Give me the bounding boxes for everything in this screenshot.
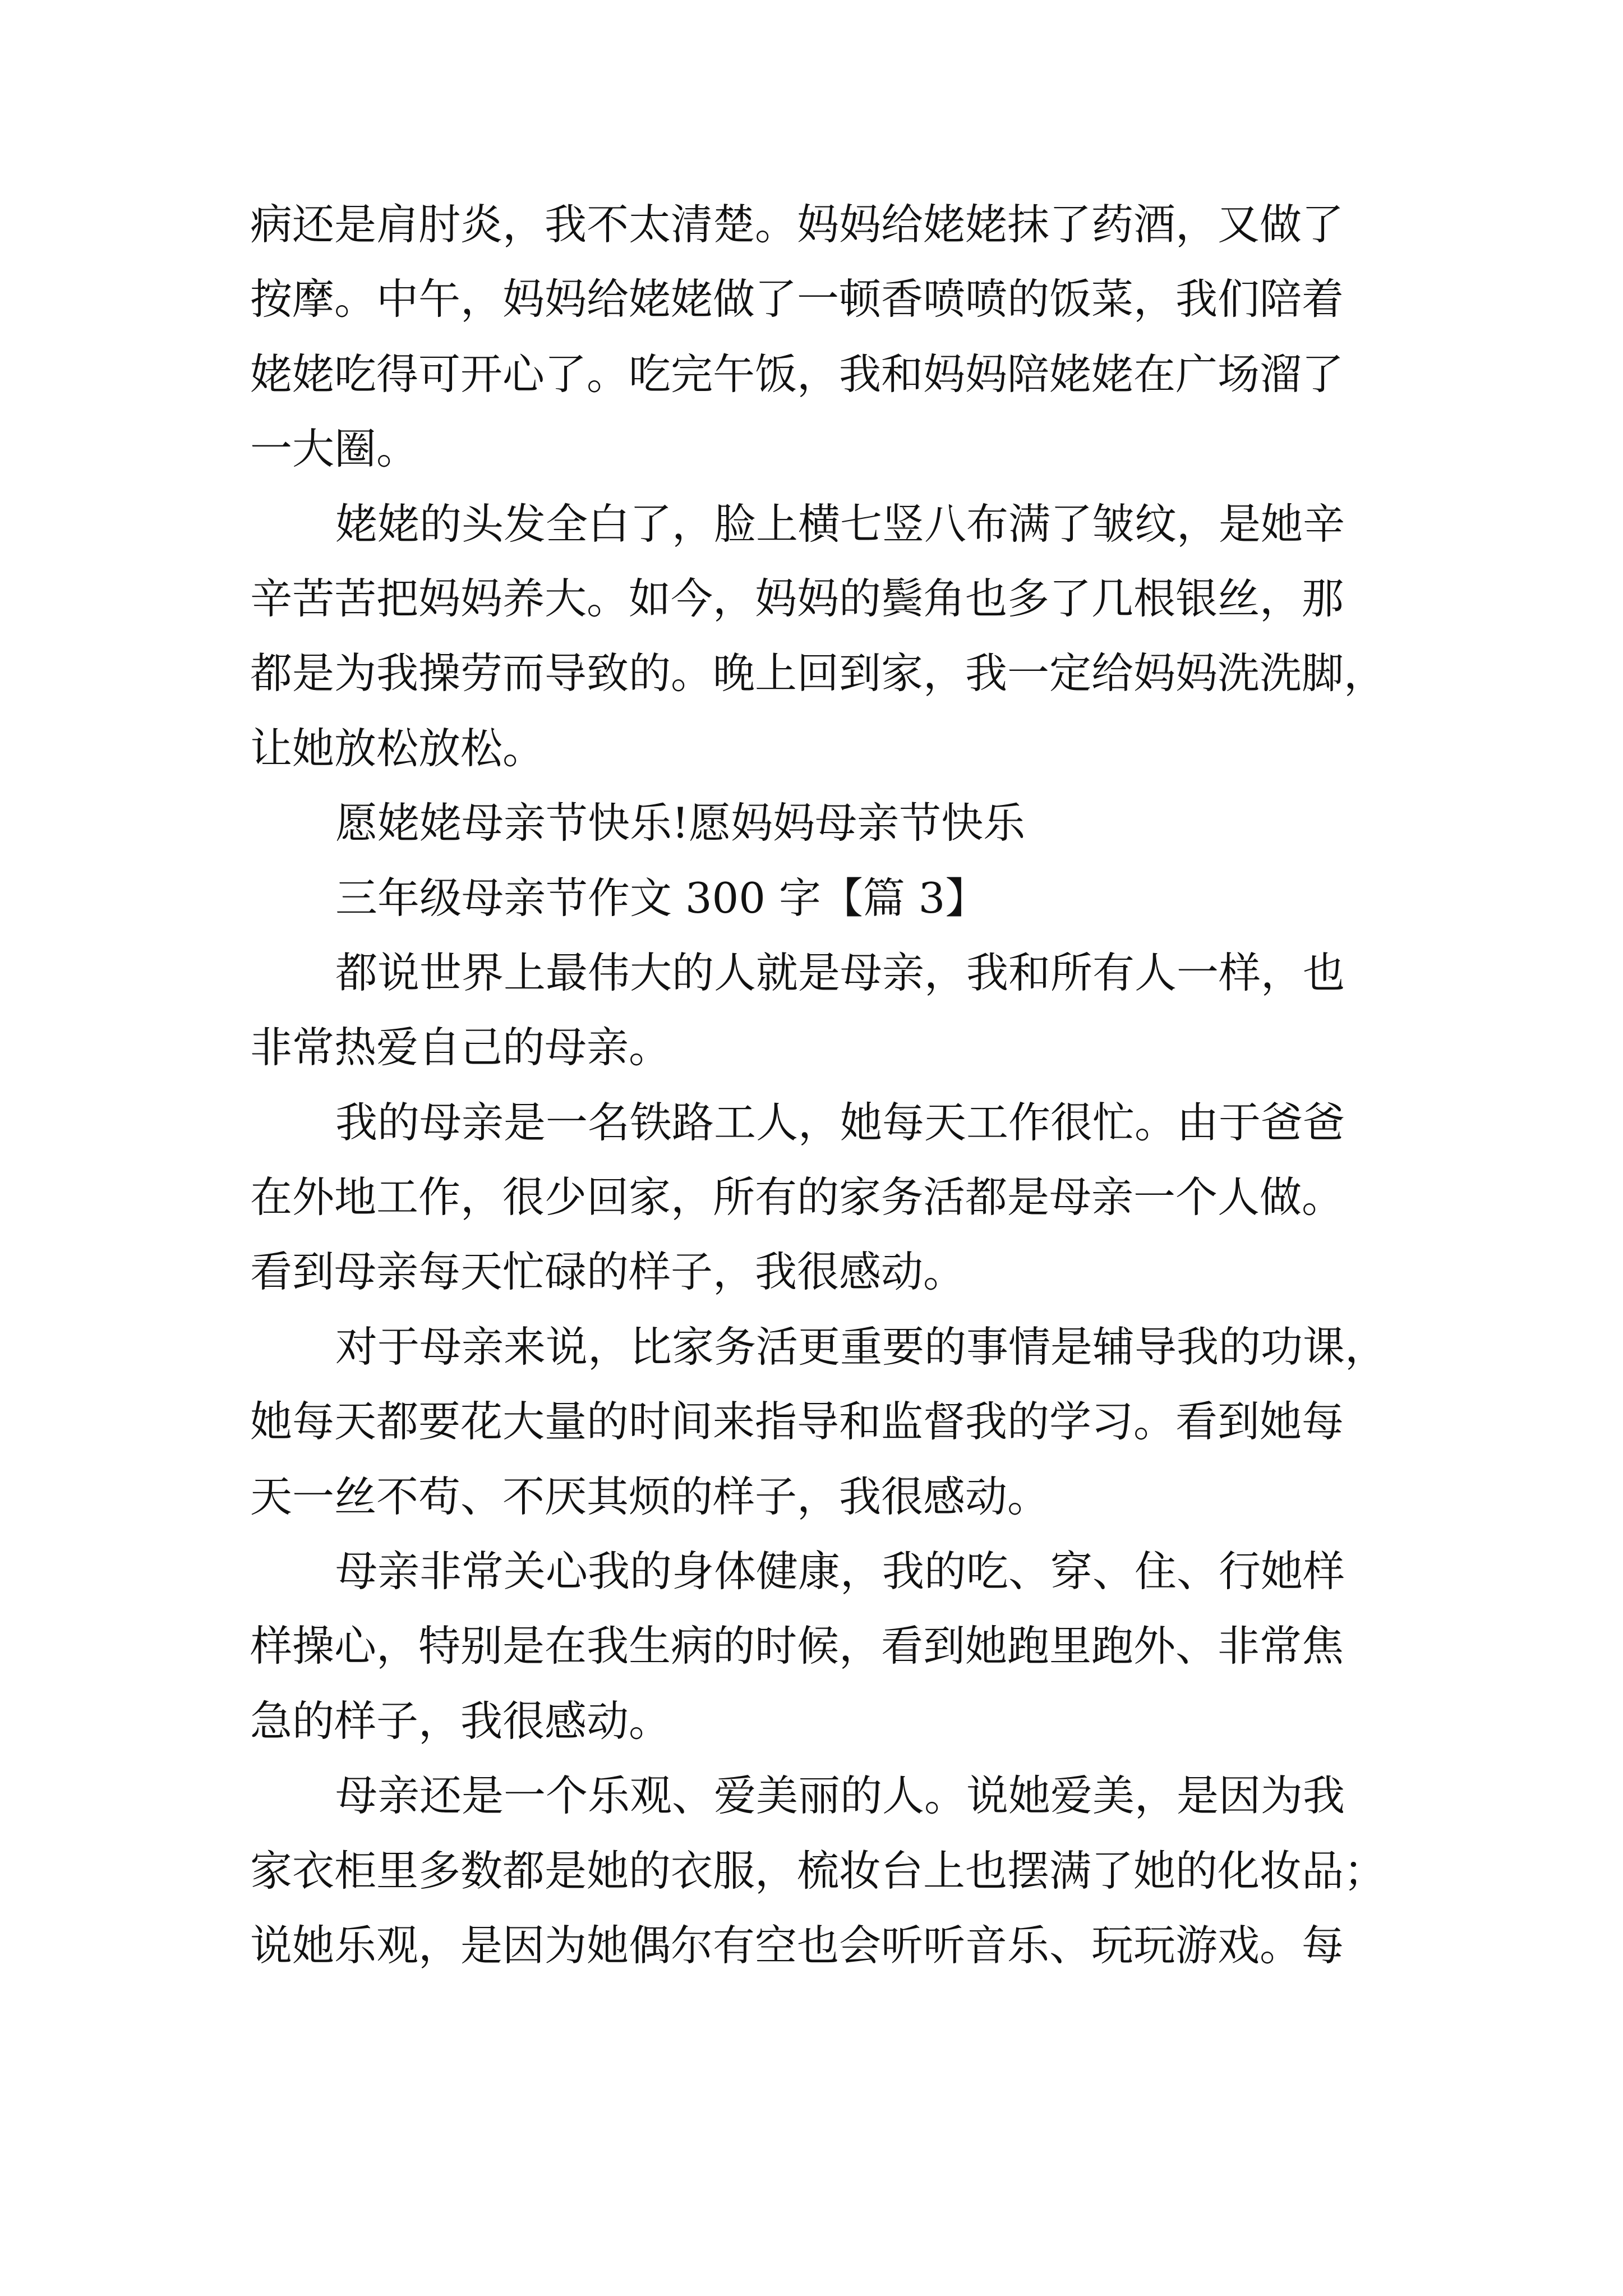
text-line: 让她放松放松。	[250, 723, 545, 773]
text-line: 按摩。中午，妈妈给姥姥做了一顿香喷喷的饭菜，我们陪着	[250, 274, 1344, 324]
paragraph-first-line: 都说世界上最伟大的人就是母亲，我和所有人一样，也	[335, 947, 1345, 997]
paragraph-first-line: 我的母亲是一名铁路工人，她每天工作很忙。由于爸爸	[335, 1097, 1345, 1147]
text-line: 她每天都要花大量的时间来指导和监督我的学习。看到她每	[250, 1397, 1344, 1447]
text-line: 辛苦苦把妈妈养大。如今，妈妈的鬓角也多了几根银丝，那	[250, 573, 1344, 623]
text-line: 看到母亲每天忙碌的样子，我很感动。	[250, 1247, 966, 1297]
text-line: 都是为我操劳而导致的。晚上回到家，我一定给妈妈洗洗脚，	[250, 648, 1386, 698]
paragraph-first-line: 对于母亲来说，比家务活更重要的事情是辅导我的功课，	[335, 1322, 1387, 1372]
paragraph-first-line: 母亲非常关心我的身体健康，我的吃、穿、住、行她样	[335, 1547, 1345, 1596]
text-line: 急的样子，我很感动。	[250, 1696, 671, 1746]
text-line: 天一丝不苟、不厌其烦的样子，我很感动。	[250, 1471, 1050, 1521]
paragraph-first-line: 母亲还是一个乐观、爱美丽的人。说她爱美，是因为我	[335, 1771, 1345, 1821]
paragraph-first-line: 愿姥姥母亲节快乐!愿妈妈母亲节快乐	[335, 798, 1026, 848]
text-line: 病还是肩肘炎，我不太清楚。妈妈给姥姥抹了药酒，又做了	[250, 200, 1344, 249]
text-line: 说她乐观，是因为她偶尔有空也会听听音乐、玩玩游戏。每	[250, 1920, 1344, 1970]
text-line: 在外地工作，很少回家，所有的家务活都是母亲一个人做。	[250, 1172, 1344, 1222]
text-line: 家衣柜里多数都是她的衣服，梳妆台上也摆满了她的化妆品；	[250, 1846, 1386, 1895]
text-line: 样操心，特别是在我生病的时候，看到她跑里跑外、非常焦	[250, 1621, 1344, 1671]
section-heading: 三年级母亲节作文 300 字【篇 3】	[335, 873, 988, 923]
text-line: 姥姥吃得可开心了。吃完午饭，我和妈妈陪姥姥在广场溜了	[250, 349, 1344, 399]
body-text	[250, 187, 1387, 1983]
text-line: 非常热爱自己的母亲。	[250, 1023, 671, 1073]
text-line: 一大圈。	[250, 424, 419, 474]
paragraph-first-line: 姥姥的头发全白了，脸上横七竖八布满了皱纹，是她辛	[335, 499, 1345, 549]
